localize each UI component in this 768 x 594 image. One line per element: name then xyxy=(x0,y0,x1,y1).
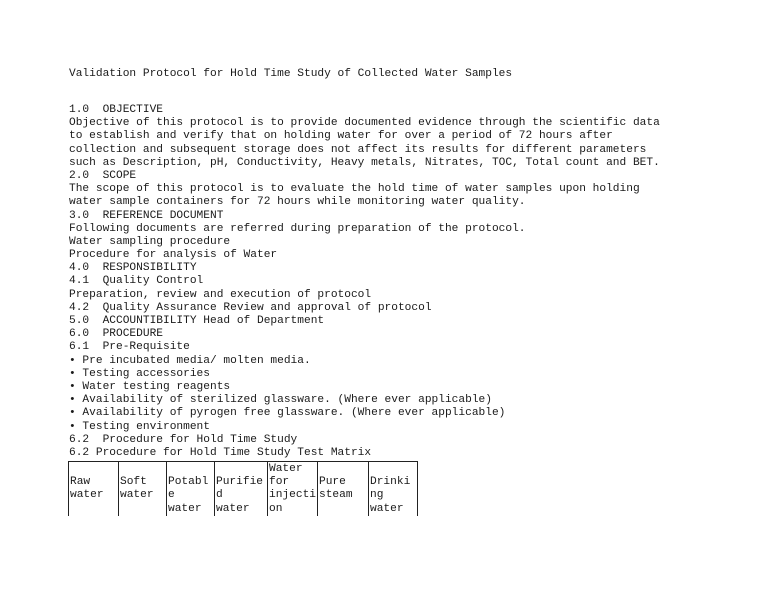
table-cell-line: d xyxy=(216,489,223,502)
text-line: water sample containers for 72 hours while monitoring water quality. xyxy=(69,196,526,209)
text-line: The scope of this protocol is to evaluate the hold time of water samples upon holding xyxy=(69,183,640,196)
table-cell-line: Potabl xyxy=(168,476,209,489)
bullet-item: • Water testing reagents xyxy=(69,380,231,393)
section-heading: 2.0 SCOPE xyxy=(69,169,137,182)
document-body xyxy=(69,104,729,460)
table-cell-line: steam xyxy=(319,489,353,502)
table-cell-line xyxy=(70,463,118,476)
table-cell-line xyxy=(70,503,118,516)
section-heading: 1.0 OBJECTIVE xyxy=(69,104,163,116)
bullet-item: • Testing environment xyxy=(69,420,210,433)
table-cell-line: on xyxy=(269,502,283,515)
table-cell-line: water xyxy=(370,502,404,515)
table-cell-line: water xyxy=(70,489,104,502)
table-cell-line xyxy=(370,463,417,476)
bullet-item: • Availability of sterilized glassware. (Where ever applicable) xyxy=(69,394,492,407)
table-cell-line xyxy=(216,463,267,476)
section-heading: 5.0 ACCOUNTIBILITY Head of Department xyxy=(69,315,325,327)
bullet-item: • Availability of pyrogen free glassware. (Where ever applicable) xyxy=(69,407,506,420)
table-cell-line: water xyxy=(216,502,250,515)
test-matrix-table xyxy=(68,461,418,516)
text-line: Preparation, review and execution of protocol xyxy=(69,288,372,301)
table-cell-line xyxy=(120,503,166,516)
table-cell-line: for xyxy=(269,476,290,489)
table-column-soft-water xyxy=(119,462,167,516)
table-cell-line: Drinki xyxy=(370,476,411,489)
text-line: to establish and verify that on holding water for over a period of 72 hours after xyxy=(69,130,613,143)
table-caption: 6.2 Procedure for Hold Time Study Test Matrix xyxy=(69,446,372,459)
subsection-heading: 4.2 Quality Assurance Review and approval of protocol xyxy=(69,301,432,314)
table-cell-line xyxy=(168,463,214,476)
table-cell-line xyxy=(319,463,368,476)
table-column-potable-water xyxy=(167,462,215,516)
bullet-item: • Pre incubated media/ molten media. xyxy=(69,354,311,367)
section-heading: 4.0 RESPONSIBILITY xyxy=(69,262,197,275)
table-cell-line: injecti xyxy=(269,489,316,502)
bullet-item: • Testing accessories xyxy=(69,367,210,380)
section-heading: 6.0 PROCEDURE xyxy=(69,328,163,341)
table-cell-line: e xyxy=(168,489,175,502)
table-cell-line: water xyxy=(168,502,202,515)
table-cell-line: Water xyxy=(269,463,303,475)
table-cell-line xyxy=(120,463,166,476)
text-line: Water sampling procedure xyxy=(69,235,231,248)
table-cell-line xyxy=(319,503,368,516)
section-heading: 3.0 REFERENCE DOCUMENT xyxy=(69,209,224,222)
table-column-water-for-injection xyxy=(268,462,318,516)
text-line: Procedure for analysis of Water xyxy=(69,249,278,262)
subsection-heading: 6.1 Pre-Requisite xyxy=(69,341,190,354)
table-column-drinking-water xyxy=(369,462,418,516)
text-line: such as Description, pH, Conductivity, Heavy metals, Nitrates, TOC, Total count and BET. xyxy=(69,156,660,169)
table-column-pure-steam xyxy=(318,462,369,516)
table-cell-line: Purifie xyxy=(216,476,263,489)
table-column-purified-water xyxy=(215,462,268,516)
document-title: Validation Protocol for Hold Time Study of Collected Water Samples xyxy=(69,68,513,80)
table-cell-line: ng xyxy=(370,489,384,502)
text-line: Objective of this protocol is to provide documented evidence through the scientific data xyxy=(69,117,660,130)
subsection-heading: 4.1 Quality Control xyxy=(69,275,204,288)
table-column-raw-water xyxy=(69,462,119,516)
text-line: Following documents are referred during preparation of the protocol. xyxy=(69,222,526,235)
table-cell-line: water xyxy=(120,489,154,502)
subsection-heading: 6.2 Procedure for Hold Time Study xyxy=(69,433,298,446)
text-line: collection and subsequent storage does not affect its results for different parameters xyxy=(69,143,647,156)
table-cell-line: Raw xyxy=(70,476,91,489)
table-cell-line: Pure xyxy=(319,476,346,489)
table-cell-line: Soft xyxy=(120,476,147,489)
